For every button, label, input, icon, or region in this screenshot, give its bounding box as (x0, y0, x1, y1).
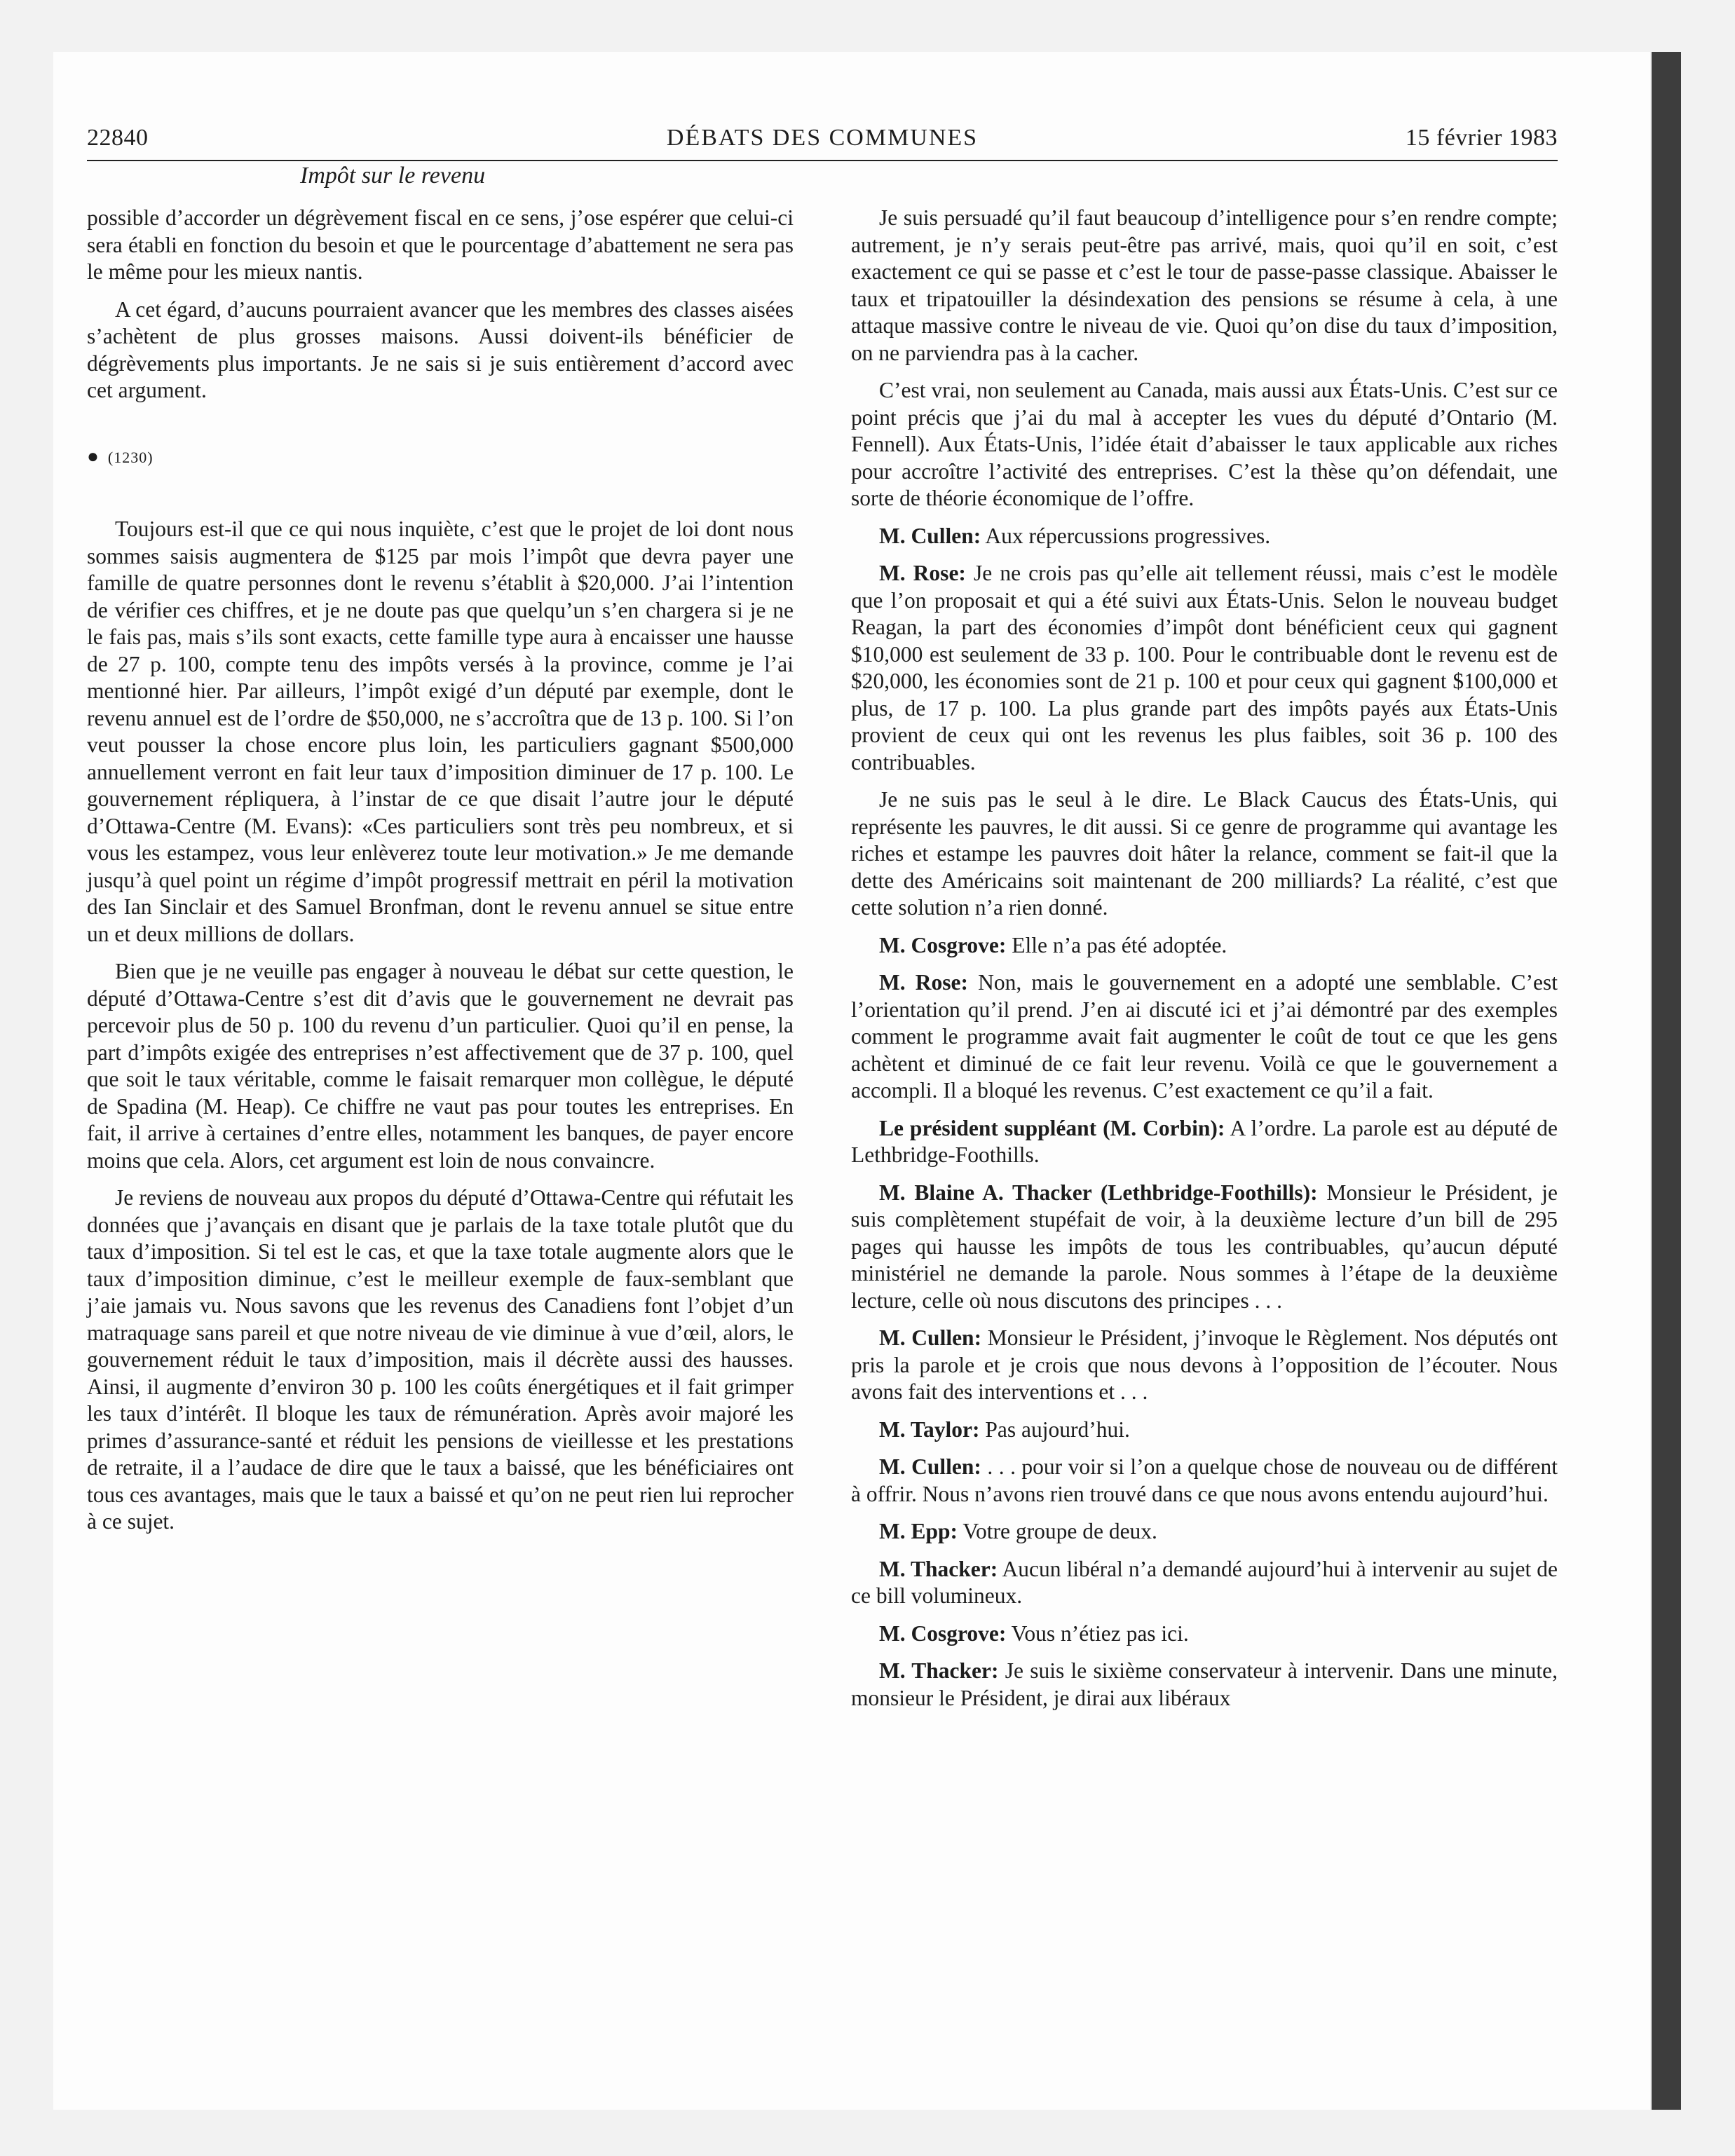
speech (851, 523, 1558, 550)
paragraph: Je suis persuadé qu’il faut beaucoup d’intelligence pour s’en rendre compte; autrement, je n’y serais peut-être pas arrivé, mais, quoi qu’il en soit, c’est exactement ce qui se passe et c’est le tour de passe-passe classique. Abaisser le taux et tripatouiller la désindexation des pensions se résume à cela, à une attaque massive contre le niveau de vie. Quoi qu’on dise du taux d’imposition, on ne parviendra pas à la cacher. (851, 205, 1558, 365)
speaker-name: M. Cullen: (879, 1325, 982, 1350)
scan-edge-bar (1652, 52, 1681, 2110)
right-column (851, 205, 1558, 1722)
time-marker-label: (1230) (107, 448, 154, 466)
speaker-name: Le président suppléant (M. Corbin): (879, 1115, 1225, 1140)
speaker-name: M. Taylor: (879, 1417, 980, 1442)
speaker-name: M. Blaine A. Thacker (Lethbridge-Foothills): (879, 1180, 1318, 1205)
speech-text: Aux répercussions progressives. (981, 523, 1271, 548)
bullet-icon: ● (87, 445, 100, 468)
speaker-name: M. Rose: (879, 970, 968, 995)
subject-heading: Impôt sur le revenu (300, 163, 486, 189)
speaker-name: M. Cosgrove: (879, 932, 1007, 957)
speech (851, 1454, 1558, 1508)
speech-text: Aucun libéral n’a demandé aujourd’hui à intervenir au sujet de ce bill volumineux. (851, 1556, 1558, 1608)
session-date: 15 février 1983 (1405, 125, 1558, 151)
publication-title: DÉBATS DES COMMUNES (666, 125, 979, 151)
speech-text: . . . pour voir si l’on a quelque chose de nouveau ou de différent à offrir. Nous n’avons rien trouvé dans ce que nous avons entendu aujourd’hui. (851, 1454, 1558, 1506)
speech (851, 932, 1558, 960)
paragraph: A cet égard, d’aucuns pourraient avancer que les membres des classes aisées s’achètent de plus grosses maisons. Aussi doivent-ils bénéficier de dégrèvements plus importants. Je ne sais si je suis entièrement d’accord avec cet argument. (87, 296, 794, 402)
speech-text: Monsieur le Président, je suis complètement stupéfait de voir, à la deuxième lecture d’un bill de 295 pages qui hausse les impôts de tous les contribuables, qu’aucun député ministériel ne demande la parole. Nous sommes à l’étape de la deuxième lecture, celle où nous discutons des principes . . . (851, 1180, 1558, 1313)
page-number: 22840 (87, 125, 149, 151)
speaker-name: M. Rose: (879, 561, 966, 585)
speech-text: Pas aujourd’hui. (979, 1417, 1130, 1442)
speech (851, 1180, 1558, 1315)
speech (851, 1621, 1558, 1648)
speech-text: Monsieur le Président, j’invoque le Règlement. Nos députés ont pris la parole et je crois que nous devons à l’opposition de l’écouter. Nous avons fait des interventions et . . . (851, 1325, 1558, 1404)
paragraph: Je ne suis pas le seul à le dire. Le Black Caucus des États-Unis, qui représente les pauvres, le dit aussi. Si ce genre de programme qui avantage les riches et estampe les pauvres doit hâter la relance, comment se fait-il que la dette des Américains soit maintenant de 200 milliards? La réalité, c’est que cette solution n’a rien donné. (851, 787, 1558, 920)
speech (851, 1518, 1558, 1546)
speaker-name: M. Thacker: (879, 1556, 998, 1581)
speech-text: Non, mais le gouvernement en a adopté une semblable. C’est l’orientation qu’il prend. J’en ai discuté ici et j’ai démontré par des exemples comment le programme avait fait augmenter le coût de tout ce que les gens achètent et diminué de ce fait leur revenu. Voilà ce que le gouvernement a accompli. Il a bloqué les revenus. C’est exactement ce qu’il a fait. (851, 970, 1558, 1103)
speaker-name: M. Thacker: (879, 1658, 999, 1683)
paragraph: possible d’accorder un dégrèvement fiscal en ce sens, j’ose espérer que celui-ci sera établi en fonction du besoin et que le pourcentage d’abattement ne sera pas le même pour les mieux nantis. (87, 205, 794, 284)
speech (851, 1658, 1558, 1712)
speech (851, 1325, 1558, 1406)
speech (851, 1115, 1558, 1169)
paragraph: Je reviens de nouveau aux propos du député d’Ottawa-Centre qui réfutait les données que j’avançais en disant que je parlais de la taxe totale plutôt que du taux d’imposition. Si tel est le cas, et que la taxe totale augmente alors que le taux d’imposition diminue, c’est le meilleur exemple de faux-semblant que j’aie jamais vu. Nous savons que les revenus des Canadiens font l’objet d’un matraquage sans pareil et que notre niveau de vie diminue à vue d’œil, alors, le gouvernement réduit le taux d’imposition, mais il décrète aussi des hausses. Ainsi, il augmente d’environ 30 p. 100 les coûts énergétiques et il fait grimper les taux d’intérêt. Il bloque les taux de rémunération. Après avoir majoré les primes d’assurance-santé et réduit les pensions de vieillesse et les prestations de retraite, il a l’audace de dire que le taux a baissé, que les bénéficiaires ont tous ces avantages, mais que le taux a baissé et qu’on ne peut rien lui reprocher à ce sujet. (87, 1185, 794, 1534)
speech (851, 560, 1558, 776)
paragraph: Toujours est-il que ce qui nous inquiète, c’est que le projet de loi dont nous sommes saisis augmentera de $125 par mois l’impôt que devra payer une famille de quatre personnes dont le revenu s’établit à $20,000. J’ai l’intention de vérifier ces chiffres, et je ne doute pas que quelqu’un s’en chargera si je ne le fais pas, mais s’ils sont exacts, cette famille type aura à encaisser une hausse de 27 p. 100, compte tenu des impôts versés à la province, comme je l’ai mentionné hier. Par ailleurs, l’impôt exigé d’un député par exemple, dont le revenu annuel est de l’ordre de $50,000, ne s’accroîtra que de 13 p. 100. Si l’on veut pousser la chose encore plus loin, les particuliers gagnant $500,000 annuellement verront en fait leur taux d’imposition diminuer de 17 p. 100. Le gouvernement répliquera, à l’instar de ce que disait l’autre jour le député d’Ottawa-Centre (M. Evans): «Ces particuliers sont très peu nombreux, et si vous les estampez, vous leur enlèverez toute leur motivation.» Je me demande jusqu’à quel point un régime d’impôt progressif mettrait en péril la motivation des Ian Sinclair et des Samuel Bronfman, dont le revenu annuel se situe entre un et deux millions de dollars. (87, 517, 794, 946)
speech (851, 969, 1558, 1105)
speech-text: Je suis le sixième conservateur à intervenir. Dans une minute, monsieur le Président, je dirai aux libéraux (851, 1658, 1558, 1710)
left-column (87, 205, 794, 1546)
speech-text: Elle n’a pas été adoptée. (1006, 932, 1227, 957)
speaker-name: M. Cosgrove: (879, 1621, 1007, 1646)
speaker-name: M. Cullen: (879, 523, 981, 548)
speech (851, 1417, 1558, 1444)
speech-text: Votre groupe de deux. (958, 1519, 1157, 1543)
speech-text: Je ne crois pas qu’elle ait tellement réussi, mais c’est le modèle que l’on proposait et qui a été suivi aux États-Unis. Selon le nouveau budget Reagan, la part des économies d’impôt dont bénéficient ceux qui gagnent $10,000 est seulement de 33 p. 100. Pour le contribuable dont le revenu est de $20,000, les économies sont de 21 p. 100 et pour ceux qui gagnent $100,000 et plus, de 17 p. 100. La plus grande part des impôts payés aux États-Unis provient de ceux qui ont les revenus les plus faibles, soit 36 p. 100 des contribuables. (851, 561, 1558, 775)
paragraph: C’est vrai, non seulement au Canada, mais aussi aux États-Unis. C’est sur ce point précis que j’ai du mal à accepter les vues du député d’Ontario (M. Fennell). Aux États-Unis, l’idée était d’abaisser le taux applicable aux riches pour accroître l’activité des entreprises. C’est la thèse qu’on défendait, une sorte de théorie économique de l’offre. (851, 378, 1558, 510)
speaker-name: M. Epp: (879, 1519, 958, 1543)
speech-text: A l’ordre. La parole est au député de Lethbridge-Foothills. (851, 1115, 1558, 1167)
page-header (87, 118, 1558, 161)
time-marker (87, 444, 794, 472)
paragraph: Bien que je ne veuille pas engager à nouveau le débat sur cette question, le député d’Ottawa-Centre s’est dit d’avis que le gouvernement ne devrait pas percevoir plus de 50 p. 100 du revenu d’un particulier. Quoi qu’il en pense, la part d’impôts exigée des entreprises n’est affectivement que de 37 p. 100, quel que soit le taux véritable, comme le faisait remarquer mon collègue, le député de Spadina (M. Heap). Ce chiffre ne vaut pas pour toutes les entreprises. En fait, il arrive à certaines d’entre elles, notamment les banques, de payer encore moins que cela. Alors, cet argument est loin de nous convaincre. (87, 959, 794, 1173)
speech (851, 1556, 1558, 1610)
speech-text: Vous n’étiez pas ici. (1006, 1621, 1189, 1646)
speaker-name: M. Cullen: (879, 1454, 981, 1479)
